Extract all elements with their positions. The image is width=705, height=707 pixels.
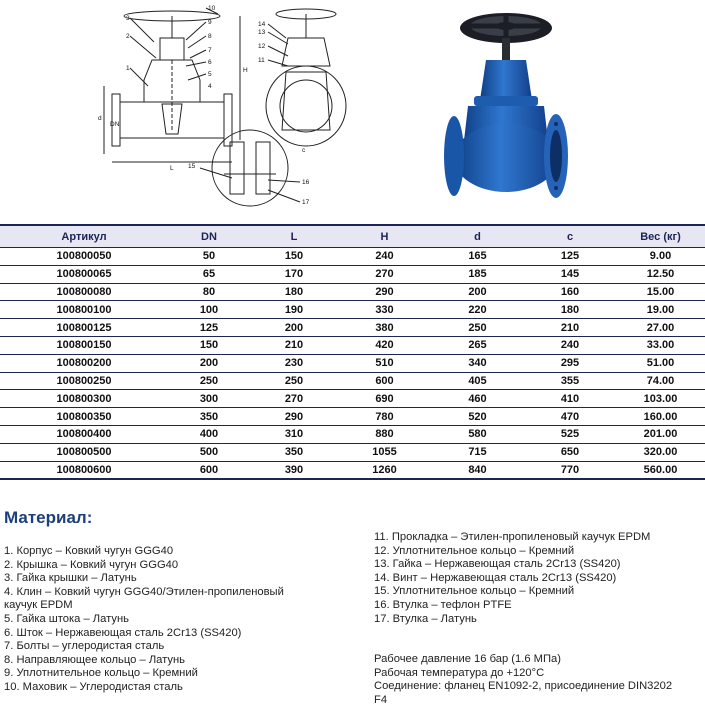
- table-cell: 525: [524, 425, 616, 443]
- table-cell: 240: [524, 336, 616, 354]
- column-header: DN: [168, 225, 250, 248]
- column-header: c: [524, 225, 616, 248]
- table-cell: 1260: [338, 461, 431, 479]
- table-cell: 100800080: [0, 283, 168, 301]
- table-row: [0, 390, 705, 408]
- table-cell: 355: [524, 372, 616, 390]
- table-cell: 320.00: [616, 443, 705, 461]
- table-cell: 300: [168, 390, 250, 408]
- table-cell: 80: [168, 283, 250, 301]
- table-cell: 250: [250, 372, 338, 390]
- table-cell: 201.00: [616, 425, 705, 443]
- table-cell: 210: [524, 319, 616, 337]
- table-cell: 170: [250, 265, 338, 283]
- material-item: 13. Гайка – Нержавеющая сталь 2Cr13 (SS420): [374, 558, 621, 571]
- table-cell: 160: [524, 283, 616, 301]
- drawing-label-14: 14: [258, 21, 266, 28]
- table-cell: 470: [524, 408, 616, 426]
- drawing-label-2: 2: [126, 33, 130, 40]
- spec-line: Рабочая температура до +120°C: [374, 666, 545, 679]
- table-cell: 230: [250, 354, 338, 372]
- table-cell: 600: [168, 461, 250, 479]
- table-cell: 200: [431, 283, 524, 301]
- table-row: [0, 301, 705, 319]
- table-cell: 100800600: [0, 461, 168, 479]
- table-row: [0, 319, 705, 337]
- material-item: 11. Прокладка – Этилен-пропиленовый каучук EPDM: [374, 531, 651, 543]
- material-item: 12. Уплотнительное кольцо – Кремний: [374, 544, 575, 557]
- drawing-label-4: 4: [208, 83, 212, 90]
- table-cell: 520: [431, 408, 524, 426]
- table-cell: 51.00: [616, 354, 705, 372]
- table-cell: 400: [168, 425, 250, 443]
- table-row: [0, 354, 705, 372]
- dimension-c: c: [302, 147, 306, 154]
- column-header: Артикул: [0, 225, 168, 248]
- table-cell: 100800050: [0, 248, 168, 266]
- drawing-label-7: 7: [208, 47, 212, 54]
- table-cell: 74.00: [616, 372, 705, 390]
- material-item: 1. Корпус – Ковкий чугун GGG40: [4, 545, 174, 557]
- spec-line: F4: [374, 693, 388, 706]
- material-item: 9. Уплотнительное кольцо – Кремний: [4, 667, 198, 680]
- table-cell: 460: [431, 390, 524, 408]
- table-cell: 160.00: [616, 408, 705, 426]
- drawing-label-12: 12: [258, 43, 266, 50]
- spec-line: Соединение: фланец EN1092-2, присоединение DIN3202: [374, 680, 673, 693]
- column-header: d: [431, 225, 524, 248]
- table-cell: 770: [524, 461, 616, 479]
- table-row: [0, 443, 705, 461]
- table-row: [0, 336, 705, 354]
- table-cell: 250: [168, 372, 250, 390]
- material-item: 7. Болты – углеродистая сталь: [4, 640, 165, 653]
- drawing-label-8: 8: [208, 33, 212, 40]
- materials-list-right: [374, 531, 704, 626]
- table-cell: 560.00: [616, 461, 705, 479]
- drawing-label-1: 1: [126, 65, 130, 72]
- table-cell: 100800400: [0, 425, 168, 443]
- table-cell: 780: [338, 408, 431, 426]
- drawing-label-5: 5: [208, 71, 212, 78]
- table-cell: 145: [524, 265, 616, 283]
- table-cell: 690: [338, 390, 431, 408]
- table-cell: 330: [338, 301, 431, 319]
- drawing-label-3: 3: [126, 15, 130, 22]
- table-cell: 15.00: [616, 283, 705, 301]
- table-cell: 650: [524, 443, 616, 461]
- table-cell: 500: [168, 443, 250, 461]
- table-cell: 290: [250, 408, 338, 426]
- dimension-l: L: [170, 165, 174, 172]
- table-cell: 200: [250, 319, 338, 337]
- table-header-row: [0, 225, 705, 248]
- table-cell: 295: [524, 354, 616, 372]
- table-cell: 185: [431, 265, 524, 283]
- table-cell: 350: [168, 408, 250, 426]
- material-item: 3. Гайка крышки – Латунь: [4, 572, 137, 585]
- table-cell: 100800150: [0, 336, 168, 354]
- table-cell: 9.00: [616, 248, 705, 266]
- valve-photo: [440, 8, 570, 220]
- table-cell: 200: [168, 354, 250, 372]
- materials-list-left: [4, 545, 324, 695]
- table-row: [0, 248, 705, 266]
- drawing-label-11: 11: [258, 57, 265, 64]
- table-cell: 125: [168, 319, 250, 337]
- column-header: L: [250, 225, 338, 248]
- product-figure-area: [0, 0, 705, 222]
- table-row: [0, 372, 705, 390]
- material-item: 15. Уплотнительное кольцо – Кремний: [374, 585, 575, 598]
- table-cell: 150: [250, 248, 338, 266]
- table-cell: 12.50: [616, 265, 705, 283]
- table-row: [0, 425, 705, 443]
- table-cell: 210: [250, 336, 338, 354]
- table-cell: 310: [250, 425, 338, 443]
- table-cell: 340: [431, 354, 524, 372]
- dimension-dn: DN: [110, 121, 120, 128]
- drawing-label-17: 17: [302, 199, 310, 206]
- table-cell: 165: [431, 248, 524, 266]
- table-cell: 100800250: [0, 372, 168, 390]
- table-cell: 380: [338, 319, 431, 337]
- table-cell: 100800300: [0, 390, 168, 408]
- material-item: каучук EPDM: [4, 599, 73, 612]
- table-cell: 125: [524, 248, 616, 266]
- table-cell: 100800100: [0, 301, 168, 319]
- table-cell: 190: [250, 301, 338, 319]
- table-cell: 150: [168, 336, 250, 354]
- table-cell: 1055: [338, 443, 431, 461]
- dimension-d: d: [98, 115, 102, 122]
- table-cell: 100800200: [0, 354, 168, 372]
- table-row: [0, 283, 705, 301]
- column-header: Вес (кг): [616, 225, 705, 248]
- table-cell: 19.00: [616, 301, 705, 319]
- material-item: 14. Винт – Нержавеющая сталь 2Cr13 (SS420): [374, 571, 617, 584]
- technical-drawing: [90, 2, 435, 217]
- table-cell: 840: [431, 461, 524, 479]
- drawing-label-10: 10: [208, 5, 216, 12]
- material-item: 10. Маховик – Углеродистая сталь: [4, 680, 183, 693]
- drawing-label-6: 6: [208, 59, 212, 66]
- table-cell: 100800065: [0, 265, 168, 283]
- material-item: 4. Клин – Ковкий чугун GGG40/Этилен-пропиленовый: [4, 585, 284, 598]
- table-cell: 600: [338, 372, 431, 390]
- materials-title: Материал:: [4, 508, 93, 527]
- table-cell: 410: [524, 390, 616, 408]
- table-cell: 100800500: [0, 443, 168, 461]
- drawing-label-15: 15: [188, 163, 196, 170]
- table-row: [0, 408, 705, 426]
- table-cell: 250: [431, 319, 524, 337]
- table-cell: 290: [338, 283, 431, 301]
- dimension-h: H: [243, 67, 248, 74]
- table-cell: 100800350: [0, 408, 168, 426]
- table-row: [0, 265, 705, 283]
- table-cell: 270: [338, 265, 431, 283]
- table-cell: 350: [250, 443, 338, 461]
- table-cell: 33.00: [616, 336, 705, 354]
- table-cell: 880: [338, 425, 431, 443]
- material-item: 6. Шток – Нержавеющая сталь 2Cr13 (SS420): [4, 626, 242, 639]
- table-cell: 405: [431, 372, 524, 390]
- drawing-label-13: 13: [258, 29, 266, 36]
- table-cell: 100: [168, 301, 250, 319]
- table-cell: 390: [250, 461, 338, 479]
- table-cell: 715: [431, 443, 524, 461]
- table-row: [0, 461, 705, 479]
- table-body: [0, 248, 705, 480]
- table-cell: 265: [431, 336, 524, 354]
- material-item: 17. Втулка – Латунь: [374, 612, 477, 625]
- material-item: 8. Направляющее кольцо – Латунь: [4, 653, 185, 666]
- table-cell: 65: [168, 265, 250, 283]
- column-header: H: [338, 225, 431, 248]
- table-cell: 580: [431, 425, 524, 443]
- material-item: 16. Втулка – тефлон PTFE: [374, 598, 512, 611]
- spec-table: [0, 224, 705, 480]
- spec-line: Рабочее давление 16 бар (1.6 МПа): [374, 653, 561, 665]
- table-cell: 270: [250, 390, 338, 408]
- table-cell: 27.00: [616, 319, 705, 337]
- drawing-label-16: 16: [302, 179, 310, 186]
- material-item: 5. Гайка штока – Латунь: [4, 612, 129, 625]
- table-cell: 50: [168, 248, 250, 266]
- table-cell: 240: [338, 248, 431, 266]
- table-cell: 220: [431, 301, 524, 319]
- table-cell: 100800125: [0, 319, 168, 337]
- drawing-label-9: 9: [208, 19, 212, 26]
- material-item: 2. Крышка – Ковкий чугун GGG40: [4, 558, 179, 571]
- table-cell: 180: [250, 283, 338, 301]
- table-cell: 103.00: [616, 390, 705, 408]
- table-cell: 180: [524, 301, 616, 319]
- table-cell: 510: [338, 354, 431, 372]
- table-cell: 420: [338, 336, 431, 354]
